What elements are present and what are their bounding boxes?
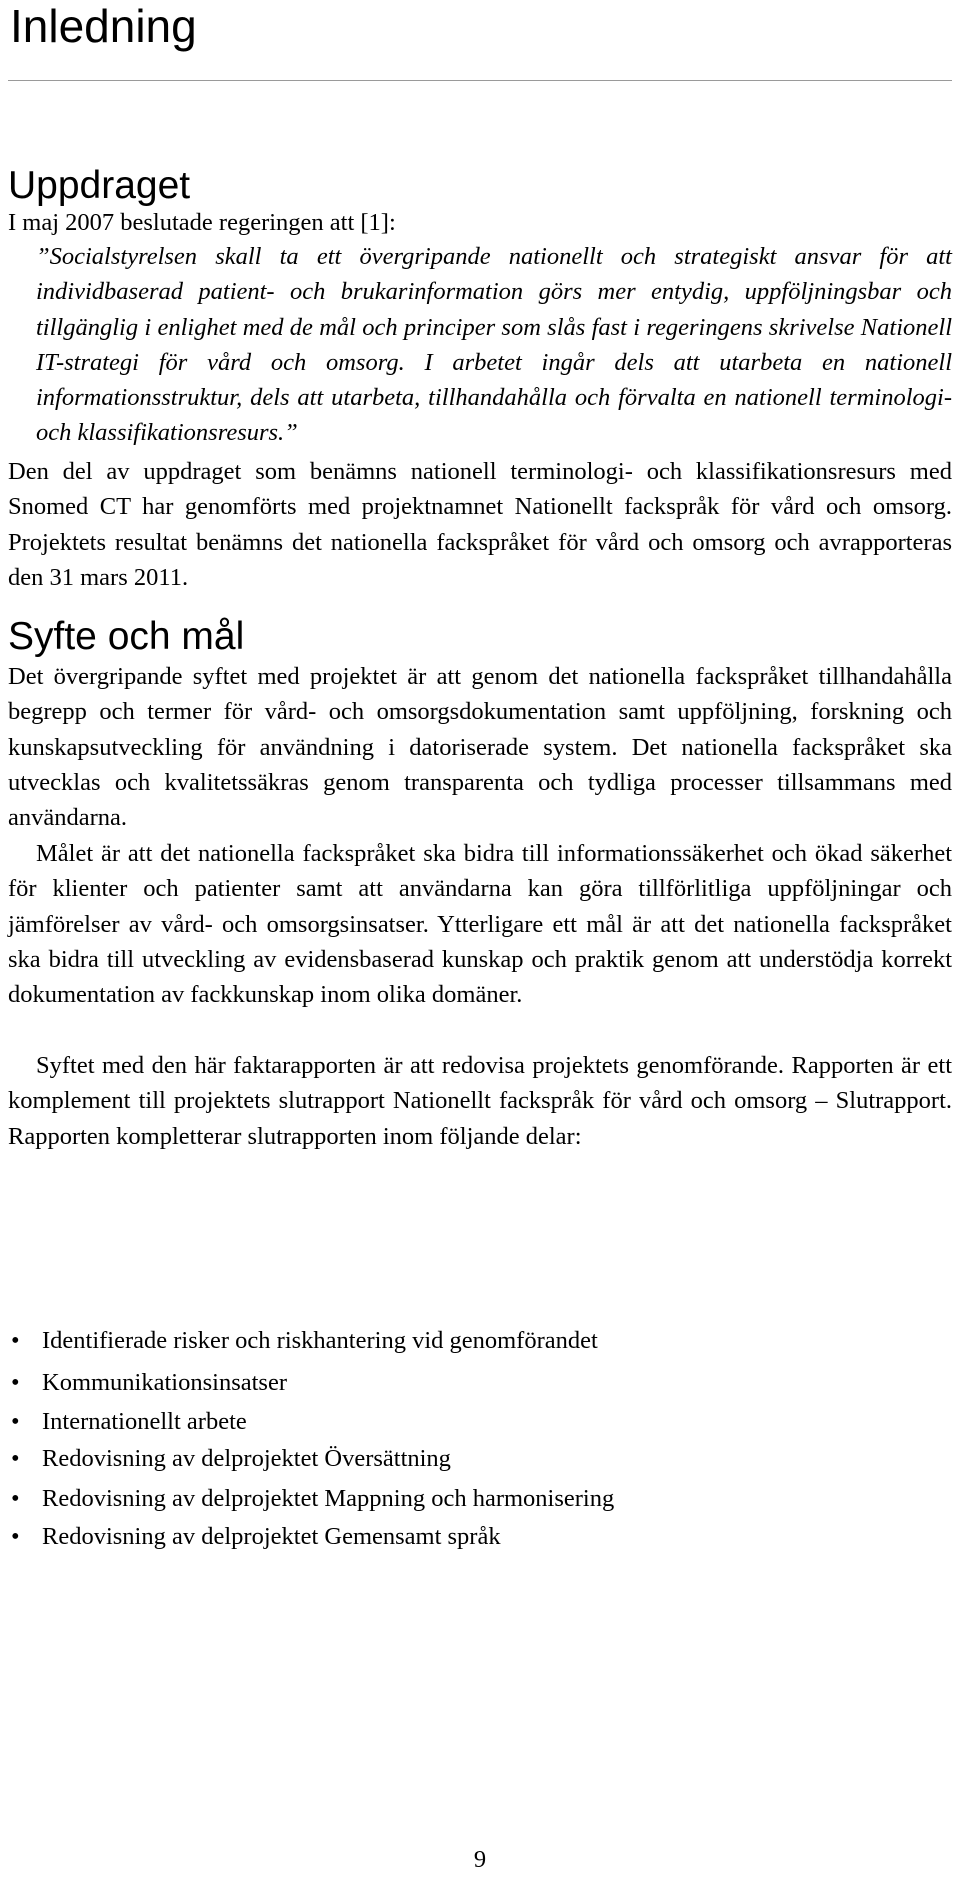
list-item: • Redovisning av delprojektet Gemensamt språk [11, 1523, 501, 1550]
list-item: • Redovisning av delprojektet Översättning [11, 1445, 451, 1472]
bullet-icon: • [11, 1369, 20, 1396]
list-item: • Internationellt arbete [11, 1408, 247, 1435]
bullet-icon: • [11, 1485, 20, 1512]
bullet-icon: • [11, 1523, 20, 1550]
goal-paragraph: Målet är att det nationella fackspråket ska bidra till informationssäkerhet och ökad säkerhet för klienter och patienter samt att användarna kan göra tillförlitliga uppföljningar och jämförelser av vård- och omsorgsinsatser. Ytterligare ett mål är att det nationella fackspråket ska bidra till utveckling av evidensbaserad kunskap och praktik genom att understödja korrekt dokumentation av fackkunskap inom olika domäner. [8, 840, 952, 1009]
report-parts-list [0, 1327, 952, 1561]
assignment-paragraph: Den del av uppdraget som benämns nationell terminologi- och klassifikationsresurs med Snomed CT har genomförts med projektnamnet Nationellt fackspråk för vård och omsorg. Projektets resultat benämns det nationella fackspråket för vård och omsorg och avrapporteras den 31 mars 2011. [8, 458, 952, 591]
section-heading-uppdraget: Uppdraget [8, 164, 191, 207]
intro-line: I maj 2007 beslutade regeringen att [1]: [8, 209, 396, 236]
bullet-icon: • [11, 1408, 20, 1435]
list-item: • Identifierade risker och riskhantering vid genomförandet [11, 1327, 598, 1354]
list-item: • Redovisning av delprojektet Mappning och harmonisering [11, 1485, 615, 1512]
bullet-icon: • [11, 1445, 20, 1472]
list-item: • Kommunikationsinsatser [11, 1369, 287, 1396]
government-quote: ”Socialstyrelsen skall ta ett övergripande nationellt och strategiskt ansvar för att individbaserad patient- och brukarinformation görs mer entydig, uppföljningsbar och tillgänglig i enlighet med de mål och principer som slås fast i regeringens skrivelse Nationell IT-strategi för vård och omsorg. I arbetet ingår dels att utarbeta en nationell informationsstruktur, dels att utarbeta, tillhandahålla och förvalta en nationell terminologi- och klassifikationsresurs.” [36, 243, 952, 447]
bullet-icon: • [11, 1327, 20, 1354]
main-heading: Inledning [10, 0, 197, 52]
purpose-paragraph: Det övergripande syftet med projektet är att genom det nationella fackspråket tillhandahålla begrepp och termer för vård- och omsorgsdokumentation samt uppföljning, forskning och kunskapsutveckling för användning i datoriserade system. Det nationella fackspråket ska utvecklas och kvalitetssäkras genom transparenta och tydliga processer tillsammans med användarna. [8, 663, 952, 832]
report-purpose-paragraph: Syftet med den här faktarapporten är att redovisa projektets genomförande. Rapporten är ett komplement till projektets slutrapport Nationellt fackspråk för vård och omsorg – Slutrapport. Rapporten kompletterar slutrapporten inom följande delar: [8, 1052, 952, 1150]
heading-divider [8, 80, 952, 81]
section-heading-syfte: Syfte och mål [8, 615, 245, 658]
page-number: 9 [473, 1846, 487, 1873]
